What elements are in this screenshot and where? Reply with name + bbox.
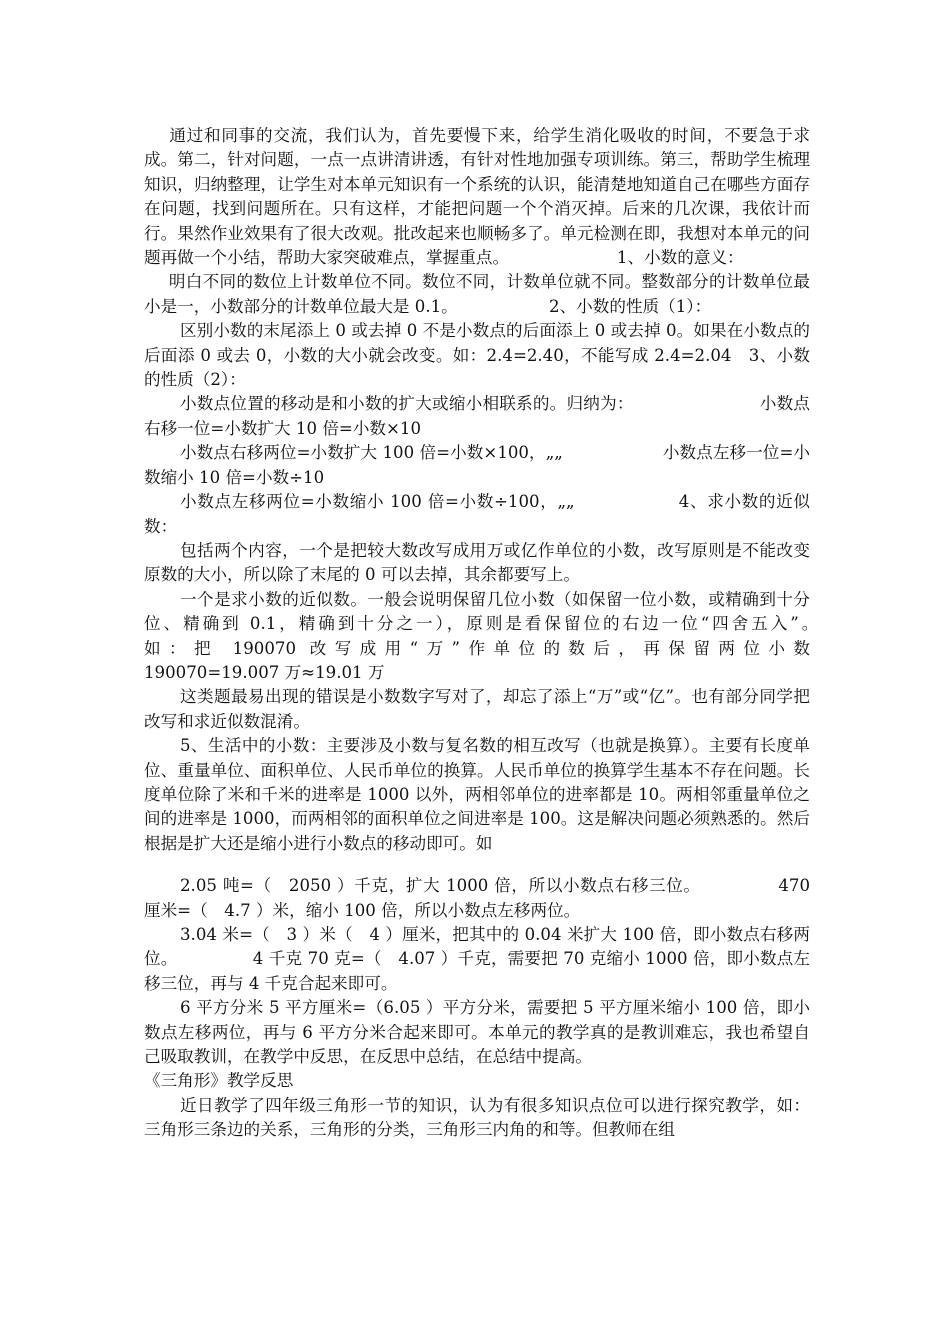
paragraph-9: 这类题最易出现的错误是小数数字写对了，却忘了添上“万”或“亿”。也有部分同学把改写和求近似数混淆。 [144, 687, 810, 731]
paragraph-11: 2.05 吨=（ 2050 ）千克，扩大 1000 倍，所以小数点右移三位。 470 厘米=（ 4.7 ）米，缩小 100 倍，所以小数点左移两位。 [144, 876, 810, 920]
paragraph-8: 一个是求小数的近似数。一般会说明保留几位小数（如保留一位小数，或精确到十分位、精确到 0.1，精确到十分之一），原则是看保留位的右边一位“四舍五入”。 如：把 190070 改写成用“万”作单位的数后，再保留两位小数 190070=19.007 万≈19.01 万 [144, 589, 893, 682]
paragraph-3: 区别小数的末尾添上 0 或去掉 0 不是小数点的后面添上 0 或去掉 0。如果在小数点的后面添 0 或去 0，小数的大小就会改变。如：2.4=2.40，不能写成 2.4=2.04 3、小数的性质（2）： [144, 321, 810, 390]
paragraph-5: 小数点右移两位=小数扩大 100 倍=小数×100，„„ 小数点左移一位=小数缩小 10 倍=小数÷10 [144, 443, 810, 487]
paragraph-6: 小数点左移两位=小数缩小 100 倍=小数÷100，„„ 4、求小数的近似数： [144, 492, 810, 536]
paragraph-2: 明白不同的数位上计数单位不同。数位不同，计数单位就不同。整数部分的计数单位最小是一，小数部分的计数单位最大是 0.1。 2、小数的性质（1）： [144, 272, 810, 316]
section-heading: 《三角形》教学反思 [144, 1071, 294, 1091]
paragraph-13: 6 平方分米 5 平方厘米=（6.05 ）平方分米，需要把 5 平方厘米缩小 100 倍，即小数点左移两位，再与 6 平方分米合起来即可。本单元的教学真的是教训难忘，我也希望自己吸取教训，在教学中反思，在反思中总结，在总结中提高。 [144, 998, 810, 1067]
blank-line [144, 856, 810, 874]
paragraph-1: 通过和同事的交流，我们认为，首先要慢下来，给学生消化吸收的时间，不要急于求成。第二，针对问题，一点一点讲清讲透，有针对性地加强专项训练。第三，帮助学生梳理知识，归纳整理，让学生对本单元知识有一个系统的认识，能清楚地知道自己在哪些方面存在问题，找到问题所在。只有这样，才能把问题一个个消灭掉。后来的几次课，我依计而行。果然作业效果有了很大改观。批改起来也顺畅多了。单元检测在即，我想对本单元的问题再做一个小结，帮助大家突破难点，掌握重点。 1、小数的意义： [144, 126, 810, 268]
paragraph-4: 小数点位置的移动是和小数的扩大或缩小相联系的。归纳为： 小数点右移一位=小数扩大 10 倍=小数×10 [144, 394, 810, 438]
paragraph-12: 3.04 米=（ 3 ）米（ 4 ）厘米，把其中的 0.04 米扩大 100 倍，即小数点右移两位。 4 千克 70 克=（ 4.07 ）千克，需要把 70 克缩小 1000 倍，即小数点左移三位，再与 4 千克合起来即可。 [144, 925, 810, 993]
document-body [144, 124, 893, 1143]
paragraph-7: 包括两个内容，一个是把较大数改写成用万或亿作单位的小数，改写原则是不能改变原数的大小，所以除了末尾的 0 可以去掉，其余都要写上。 [144, 540, 810, 585]
paragraph-10: 5、生活中的小数：主要涉及小数与复名数的相互改写（也就是换算）。主要有长度单位、重量单位、面积单位、人民币单位的换算。人民币单位的换算学生基本不存在问题。长度单位除了米和千米的进率是 1000 以外，两相邻单位的进率都是 10。两相邻重量单位之间的进率是 1000，而两相邻的面积单位之间进率是 100。这是解决问题必须熟悉的。然后根据是扩大还是缩小进行小数点的移动即可。如 [144, 736, 810, 853]
paragraph-14: 近日教学了四年级三角形一节的知识，认为有很多知识点位可以进行探究教学，如：三角形三条边的关系，三角形的分类，三角形三内角的和等。但教师在组 [144, 1095, 810, 1140]
